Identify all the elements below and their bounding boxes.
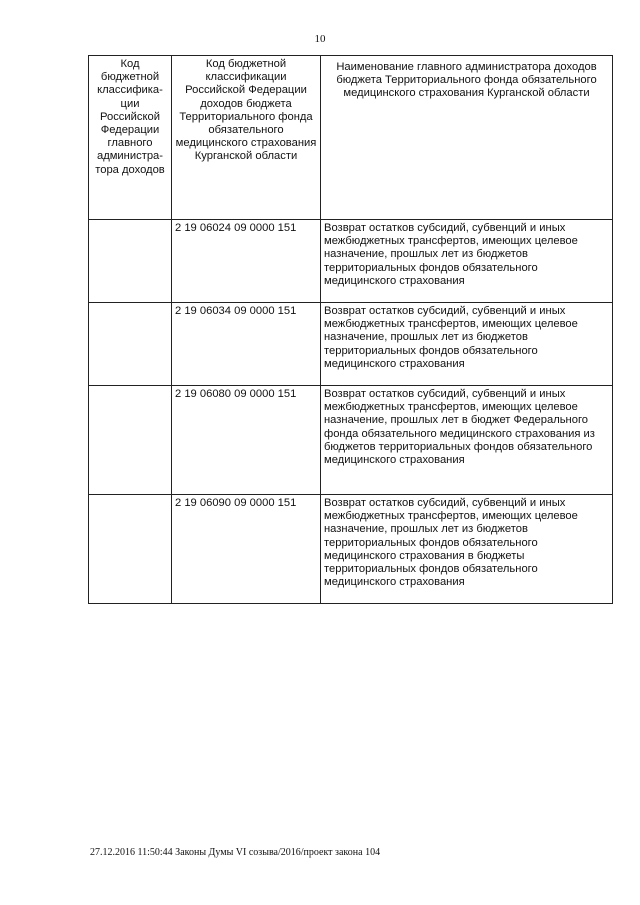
admin-code-cell <box>89 303 172 386</box>
description-cell: Возврат остатков субсидий, субвенций и иных межбюджетных трансфертов, имеющих целевое назначение, прошлых лет из бюджетов территориальных фондов обязательного медицинского страхования в бюджеты территориальных фондов обязательного медицинского страхования <box>321 495 613 604</box>
description-cell: Возврат остатков субсидий, субвенций и иных межбюджетных трансфертов, имеющих целевое назначение, прошлых лет в бюджет Федерального фонда обязательного медицинского страхования из бюджетов территориальных фондов обязательного медицинского страхования <box>321 386 613 495</box>
income-code-cell: 2 19 06024 09 0000 151 <box>172 220 321 303</box>
table-row <box>89 220 613 303</box>
income-codes-table <box>88 55 613 604</box>
table-row <box>89 303 613 386</box>
header-admin-name: Наименование главного администратора доходов бюджета Территориального фонда обязательного медицинского страхования Курганской области <box>321 56 613 220</box>
admin-code-cell <box>89 220 172 303</box>
table-row <box>89 386 613 495</box>
income-code-cell: 2 19 06090 09 0000 151 <box>172 495 321 604</box>
document-footer: 27.12.2016 11:50:44 Законы Думы VI созыва/2016/проект закона 104 <box>90 847 381 858</box>
income-code-cell: 2 19 06034 09 0000 151 <box>172 303 321 386</box>
table-header <box>89 56 613 220</box>
page-number: 10 <box>314 33 326 45</box>
header-admin-code: Код бюджетной классификации Российской Федерации главного администратора доходов <box>89 56 172 220</box>
header-income-code: Код бюджетной классификации Российской Федерации доходов бюджета Территориального фонда обязательного медицинского страхования Курганской области <box>172 56 321 220</box>
admin-code-cell <box>89 495 172 604</box>
description-cell: Возврат остатков субсидий, субвенций и иных межбюджетных трансфертов, имеющих целевое назначение, прошлых лет из бюджетов территориальных фондов обязательного медицинского страхования <box>321 303 613 386</box>
table-row <box>89 495 613 604</box>
description-cell: Возврат остатков субсидий, субвенций и иных межбюджетных трансфертов, имеющих целевое назначение, прошлых лет из бюджетов территориальных фондов обязательного медицинского страхования <box>321 220 613 303</box>
table-body <box>89 220 613 604</box>
admin-code-cell <box>89 386 172 495</box>
income-code-cell: 2 19 06080 09 0000 151 <box>172 386 321 495</box>
header-row <box>89 56 613 220</box>
